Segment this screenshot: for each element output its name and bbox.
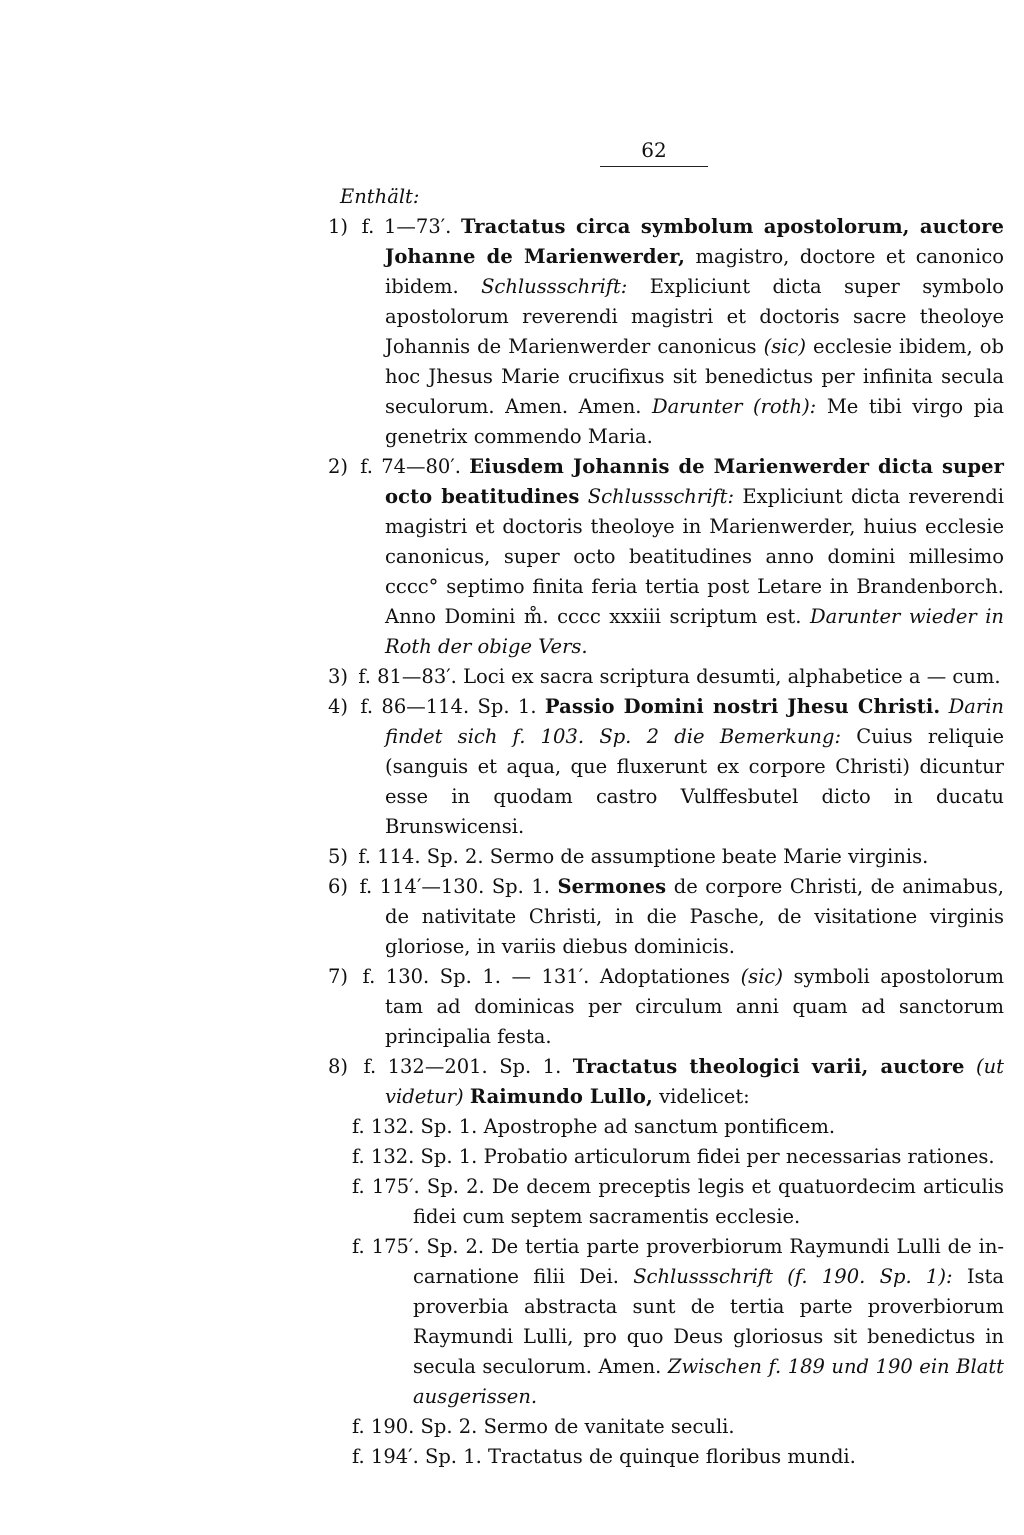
catalog-entry-e2 <box>328 452 1004 662</box>
italic-note: (sic) <box>763 335 806 358</box>
entry-text: f. 114. Sp. 2. Sermo de assumptione beate Marie virginis. <box>358 845 929 868</box>
entry-text: Me tibi virgo pia genetrix commendo Maria. <box>385 395 1004 448</box>
entry-text: Expliciunt dicta reverendi magistri et doctoris theoloye in Marienwerder, huius ecclesie canonicus, super octo beatitudines anno domini millesimo cccc° septimo finita feria tertia post Letare in Brandenborch. Anno Domini m̊. cccc xxxiii scriptum est. <box>385 485 1005 628</box>
catalog-content <box>328 182 1004 1472</box>
bold-title: Raimundo Lullo, <box>469 1085 653 1108</box>
entry-text: f. 86—114. Sp. 1. <box>360 695 545 718</box>
header-rule <box>600 166 708 167</box>
bold-title: Passio Domini nostri Jhesu Christi. <box>544 695 941 718</box>
subentry-list <box>328 1112 1004 1472</box>
entry-text: Expliciunt dicta super symbolo apostolorum reverendi magistri et doctoris sacre theoloye Johannis de Marienwerder canonicus <box>385 275 1004 358</box>
bold-title: Tractatus circa symbolum apostolorum, auctore Johanne de Marienwerder, <box>385 215 1004 268</box>
entry-number: 3) <box>328 665 349 688</box>
entry-text: f. 132. Sp. 1. Probatio articulorum fidei per necessarias rationes. <box>352 1145 995 1168</box>
entry-text: f. 74—80′. <box>360 455 470 478</box>
catalog-entry-e1 <box>328 212 1004 452</box>
catalog-entry-e3 <box>328 662 1004 692</box>
bold-title: Eiusdem Johannis de Marienwerder dicta super octo beatitudines <box>385 455 1005 508</box>
section-heading: Enthält: <box>340 185 420 208</box>
italic-note: (sic) <box>740 965 783 988</box>
entry-text: magistro, doctore et canonico ibidem. <box>385 245 1004 298</box>
entry-list <box>328 212 1004 1112</box>
entry-number: 8) <box>328 1055 349 1078</box>
catalog-subentry-s2 <box>328 1142 1004 1172</box>
italic-note: (ut videtur) <box>385 1055 1005 1108</box>
italic-note: Zwischen f. 189 und 190 ein Blatt ausgerissen. <box>413 1355 1005 1408</box>
catalog-entry-e5 <box>328 842 1004 872</box>
entry-number: 5) <box>328 845 349 868</box>
entry-text: f. 175′. Sp. 2. De tertia parte proverbiorum Raymundi Lulli de incarnatione filii Dei. <box>352 1235 1004 1288</box>
entry-text: Cuius reliquie (sanguis et aqua, que fluxerunt ex corpore Christi) dicuntur esse in quodam castro Vulffesbutel dicto in ducatu Brunswicensi. <box>385 725 1004 838</box>
entry-text <box>965 1055 976 1078</box>
entry-text: Ista proverbia abstracta sunt de tertia parte proverbiorum Raymundi Lulli, pro quo Deus gloriosus sit benedictus in secula seculorum. Amen. <box>413 1265 1005 1378</box>
italic-note: Schlussschrift: <box>481 275 628 298</box>
italic-note: Schlussschrift (f. 190. Sp. 1): <box>633 1265 953 1288</box>
entry-text: f. 190. Sp. 2. Sermo de vanitate seculi. <box>352 1415 735 1438</box>
entry-text: f. 1—73′. <box>361 215 462 238</box>
page-number: 62 <box>641 138 667 162</box>
catalog-entry-e7 <box>328 962 1004 1052</box>
italic-note: Darunter (roth): <box>652 395 817 418</box>
entry-text <box>579 485 587 508</box>
entry-text: f. 194′. Sp. 1. Tractatus de quinque floribus mundi. <box>352 1445 856 1468</box>
entry-text: videlicet: <box>652 1085 750 1108</box>
catalog-subentry-s6 <box>328 1442 1004 1472</box>
entry-text: f. 114′—130. Sp. 1. <box>359 875 558 898</box>
entry-text: f. 132—201. Sp. 1. <box>363 1055 573 1078</box>
italic-note: Darin findet sich f. 103. Sp. 2 die Bemerkung: <box>385 695 1004 748</box>
entry-text: f. 132. Sp. 1. Apostrophe ad sanctum pontificem. <box>352 1115 836 1138</box>
entry-number: 4) <box>328 695 349 718</box>
entry-text: f. 81—83′. Loci ex sacra scriptura desumti, alphabetice a — cum. <box>358 665 1001 688</box>
entry-text: f. 175′. Sp. 2. De decem preceptis legis et quatuordecim articulis fidei cum septem sacramentis ecclesie. <box>352 1175 1004 1228</box>
bold-title: Sermones <box>557 875 667 898</box>
italic-note: Darunter wieder in Roth der obige Vers. <box>385 605 1004 658</box>
catalog-subentry-s4 <box>328 1232 1004 1412</box>
entry-number: 6) <box>328 875 349 898</box>
entry-text: symboli apostolorum tam ad dominicas per circulum anni quam ad sanctorum principalia festa. <box>385 965 1005 1048</box>
catalog-subentry-s3 <box>328 1172 1004 1232</box>
entry-text <box>940 695 948 718</box>
catalog-entry-e6 <box>328 872 1004 962</box>
catalog-entry-e4 <box>328 692 1004 842</box>
italic-note: Schlussschrift: <box>587 485 735 508</box>
entry-number: 2) <box>328 455 349 478</box>
catalog-entry-e8 <box>328 1052 1004 1112</box>
catalog-subentry-s1 <box>328 1112 1004 1142</box>
bold-title: Tractatus theologici varii, auctore <box>572 1055 965 1078</box>
entry-number: 7) <box>328 965 349 988</box>
entry-text: ecclesie ibidem, ob hoc Jhesus Marie crucifixus sit benedictus per infinita secula seculorum. Amen. Amen. <box>385 335 1004 418</box>
entry-number: 1) <box>328 215 349 238</box>
entry-text: f. 130. Sp. 1. — 131′. Adoptationes <box>362 965 741 988</box>
entry-text: de corpore Christi, de animabus, de nativitate Christi, in die Pasche, de visitatione virginis gloriose, in variis diebus dominicis. <box>385 875 1004 958</box>
catalog-subentry-s5 <box>328 1412 1004 1442</box>
